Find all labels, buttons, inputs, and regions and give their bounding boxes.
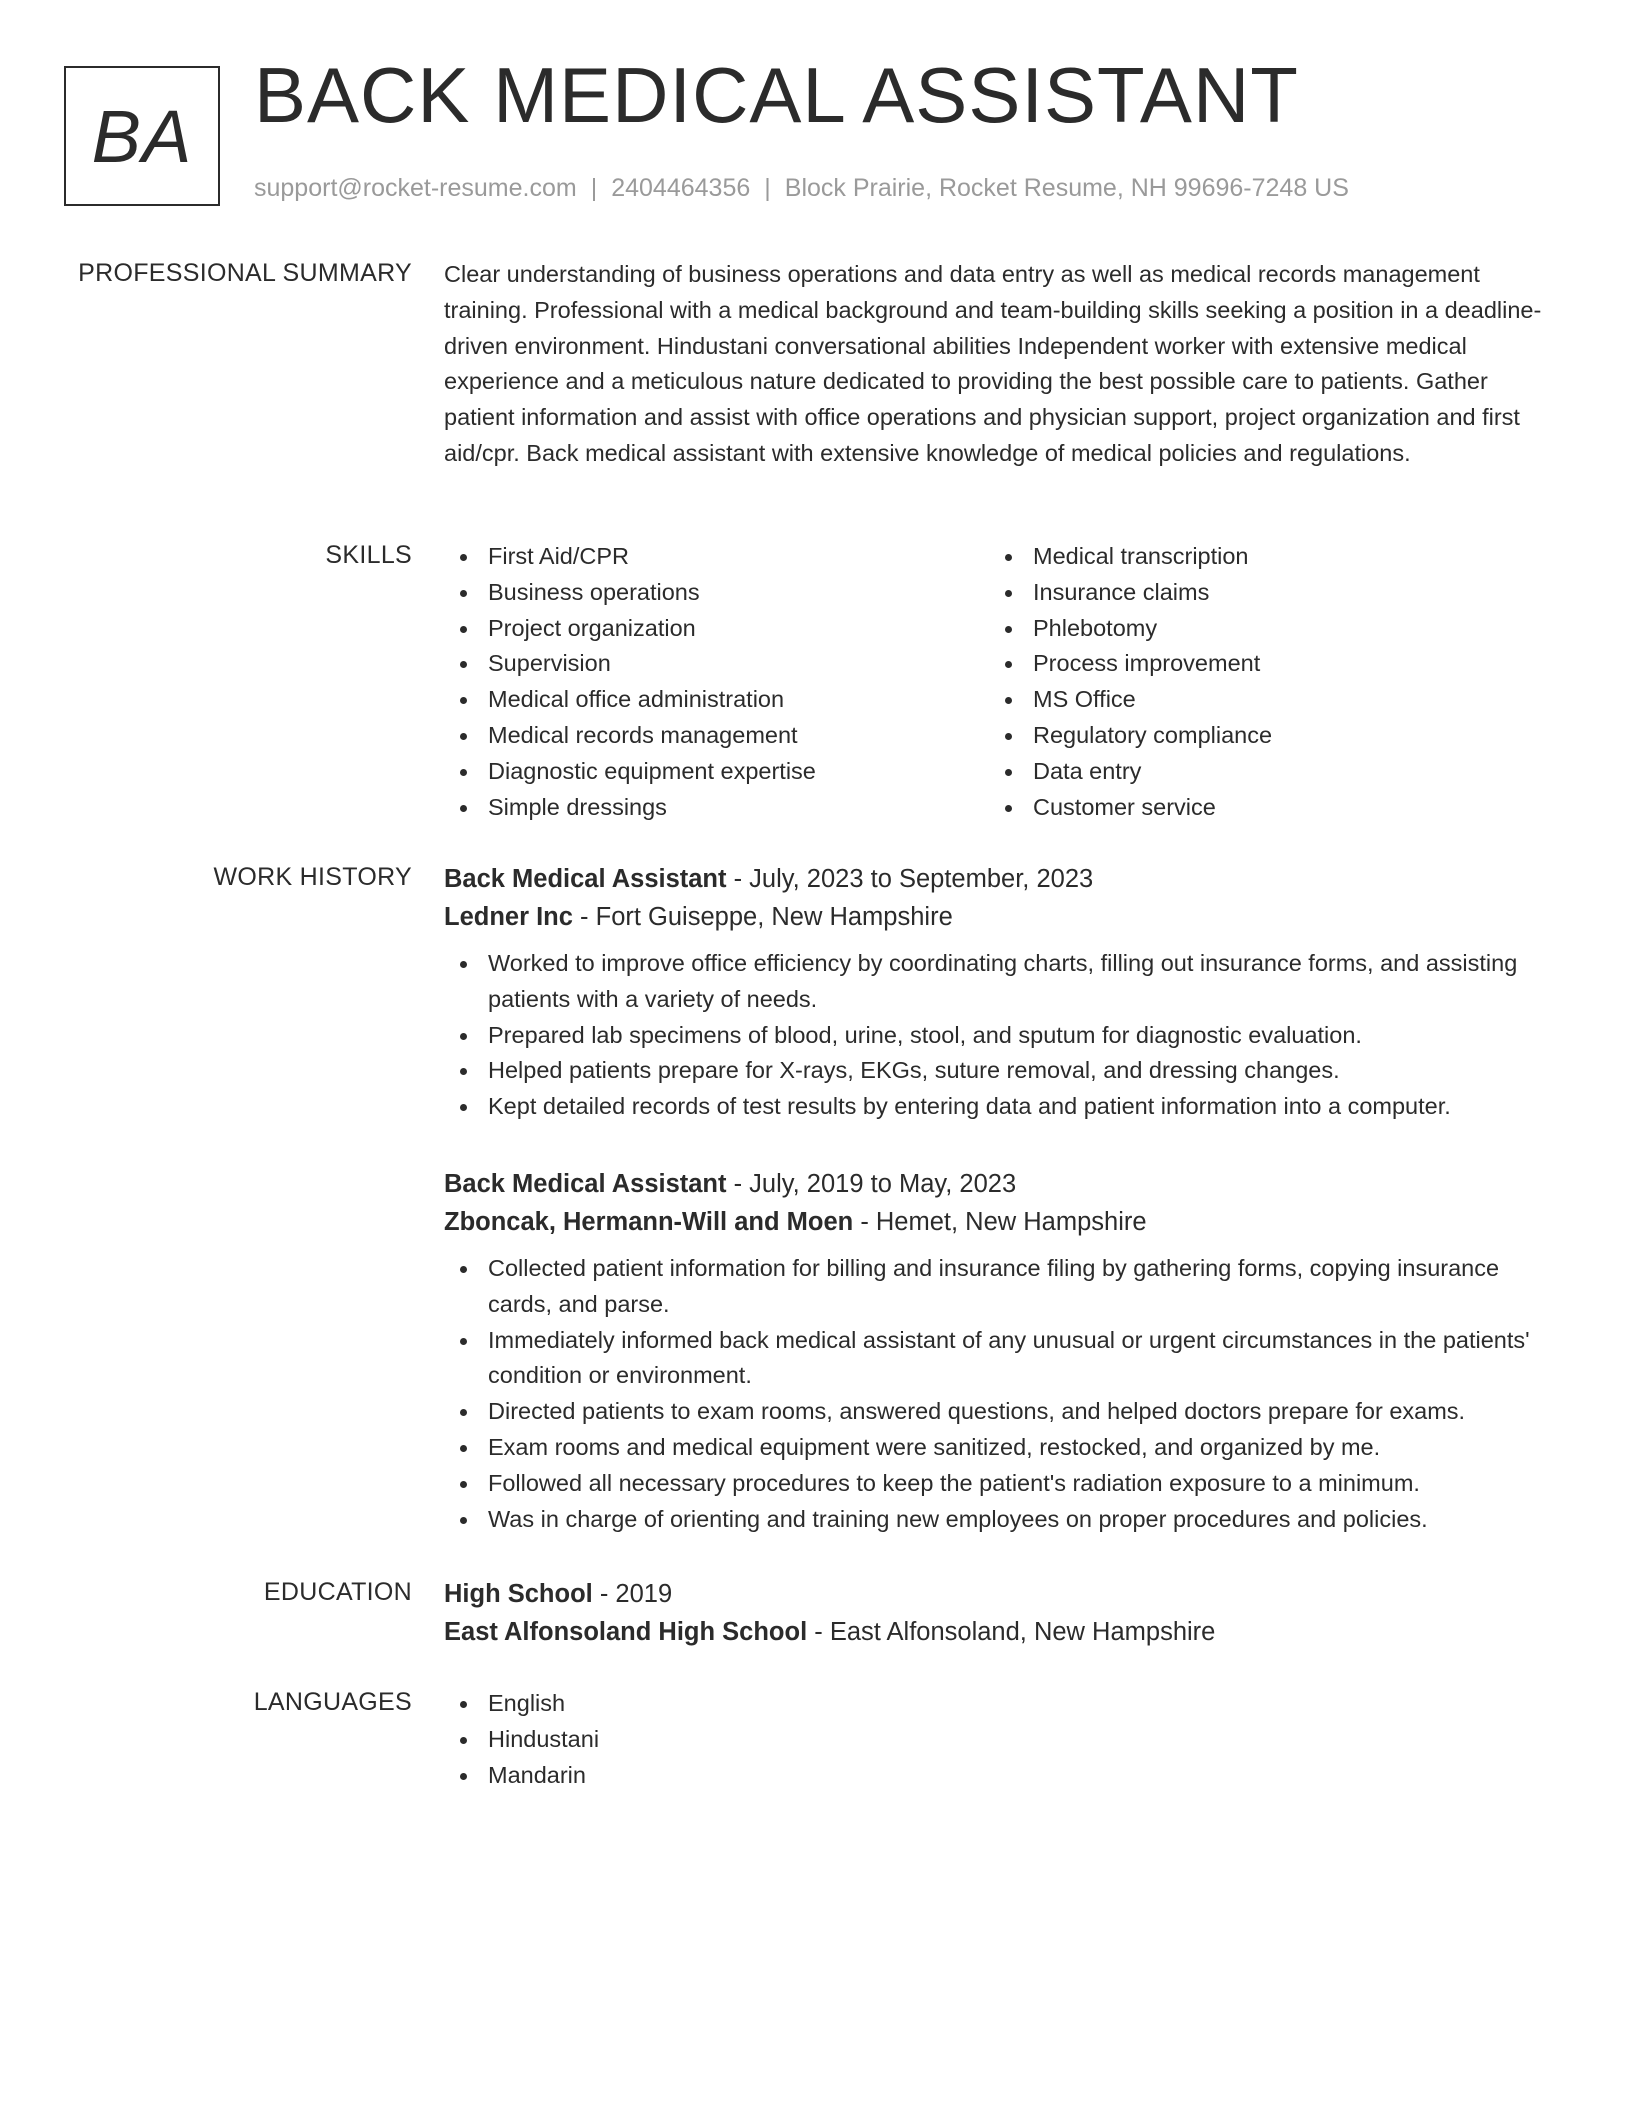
- skill-item: Data entry: [989, 754, 1534, 790]
- skill-item: Customer service: [989, 790, 1534, 826]
- language-item: Mandarin: [444, 1758, 1554, 1794]
- skill-item: Process improvement: [989, 646, 1534, 682]
- education-school: East Alfonsoland High School: [444, 1618, 808, 1646]
- job-dates: - July, 2023 to September, 2023: [726, 865, 1094, 893]
- language-item: Hindustani: [444, 1722, 1554, 1758]
- skill-item: Phlebotomy: [989, 611, 1534, 647]
- skill-item: First Aid/CPR: [444, 539, 989, 575]
- job-title-line: [444, 1165, 1554, 1203]
- job-role: Back Medical Assistant: [444, 1170, 727, 1198]
- job-company: Zboncak, Hermann-Will and Moen: [444, 1208, 854, 1236]
- education-location: - East Alfonsoland, New Hampshire: [807, 1618, 1216, 1646]
- education-year: - 2019: [592, 1580, 673, 1608]
- education-entry: [444, 1575, 1554, 1651]
- skill-item: Insurance claims: [989, 575, 1534, 611]
- education-heading: EDUCATION: [263, 1578, 412, 1606]
- skill-item: Diagnostic equipment expertise: [444, 754, 989, 790]
- job-bullet: Was in charge of orienting and training new employees on proper procedures and policies.: [444, 1502, 1554, 1538]
- monogram-badge: BA: [64, 66, 220, 206]
- skills-column-left: [444, 539, 989, 825]
- job-entry: [444, 1165, 1554, 1537]
- work-history-heading: WORK HISTORY: [213, 863, 412, 891]
- job-bullets: [444, 946, 1554, 1125]
- job-bullet: Prepared lab specimens of blood, urine, stool, and sputum for diagnostic evaluation.: [444, 1018, 1554, 1054]
- job-bullet: Exam rooms and medical equipment were sanitized, restocked, and organized by me.: [444, 1430, 1554, 1466]
- job-role: Back Medical Assistant: [444, 865, 727, 893]
- skill-item: Regulatory compliance: [989, 718, 1534, 754]
- contact-phone[interactable]: 2404464356: [611, 174, 751, 202]
- contact-separator: |: [590, 174, 598, 202]
- language-item: English: [444, 1686, 1554, 1722]
- skill-item: Business operations: [444, 575, 989, 611]
- contact-line: [254, 174, 1349, 203]
- job-bullets: [444, 1251, 1554, 1537]
- job-bullet: Directed patients to exam rooms, answered questions, and helped doctors prepare for exams.: [444, 1394, 1554, 1430]
- job-location: - Fort Guiseppe, New Hampshire: [572, 903, 953, 931]
- skills-column-right: [989, 539, 1534, 825]
- job-bullet: Worked to improve office efficiency by coordinating charts, filling out insurance forms, and assisting patients with a variety of needs.: [444, 946, 1554, 1018]
- skills-grid: [444, 539, 1554, 825]
- languages-list: [444, 1686, 1554, 1793]
- languages-list-wrap: [444, 1686, 1554, 1793]
- skills-heading: SKILLS: [325, 541, 412, 569]
- job-bullet: Kept detailed records of test results by entering data and patient information into a computer.: [444, 1089, 1554, 1125]
- job-location: - Hemet, New Hampshire: [853, 1208, 1147, 1236]
- skill-item: Supervision: [444, 646, 989, 682]
- contact-separator: |: [764, 174, 771, 202]
- job-bullet: Immediately informed back medical assistant of any unusual or urgent circumstances in the patients' condition or environment.: [444, 1323, 1554, 1395]
- languages-heading: LANGUAGES: [253, 1688, 412, 1716]
- job-entry: [444, 860, 1554, 1125]
- job-bullet: Followed all necessary procedures to keep the patient's radiation exposure to a minimum.: [444, 1466, 1554, 1502]
- job-bullet: Collected patient information for billing and insurance filing by gathering forms, copying insurance cards, and parse.: [444, 1251, 1554, 1323]
- skill-item: Medical office administration: [444, 682, 989, 718]
- skill-item: Project organization: [444, 611, 989, 647]
- job-employer-line: [444, 898, 1554, 936]
- skill-item: Medical transcription: [989, 539, 1534, 575]
- skill-item: Simple dressings: [444, 790, 989, 826]
- job-company: Ledner Inc: [444, 903, 573, 931]
- contact-address: Block Prairie, Rocket Resume, NH 99696-7248 US: [784, 174, 1349, 202]
- education-degree: High School: [444, 1580, 593, 1608]
- education-degree-line: [444, 1575, 1554, 1613]
- contact-email[interactable]: support@rocket-resume.com: [254, 174, 577, 202]
- skill-item: Medical records management: [444, 718, 989, 754]
- education-school-line: [444, 1613, 1554, 1651]
- job-title-line: [444, 860, 1554, 898]
- summary-text: Clear understanding of business operations and data entry as well as medical records management training. Professional with a medical background and team-building skills seeking a position in a deadline-driven environment. Hindustani conversational abilities Independent worker with extensive medical experience and a meticulous nature dedicated to providing the best possible care to patients. Gather patient information and assist with office operations and physician support, project organization and first aid/cpr. Back medical assistant with extensive knowledge of medical policies and regulations.: [444, 261, 1542, 466]
- summary-heading: PROFESSIONAL SUMMARY: [78, 259, 412, 287]
- candidate-name: BACK MEDICAL ASSISTANT: [254, 51, 1299, 139]
- job-bullet: Helped patients prepare for X-rays, EKGs, suture removal, and dressing changes.: [444, 1053, 1554, 1089]
- job-dates: - July, 2019 to May, 2023: [726, 1170, 1017, 1198]
- job-employer-line: [444, 1203, 1554, 1241]
- skill-item: MS Office: [989, 682, 1534, 718]
